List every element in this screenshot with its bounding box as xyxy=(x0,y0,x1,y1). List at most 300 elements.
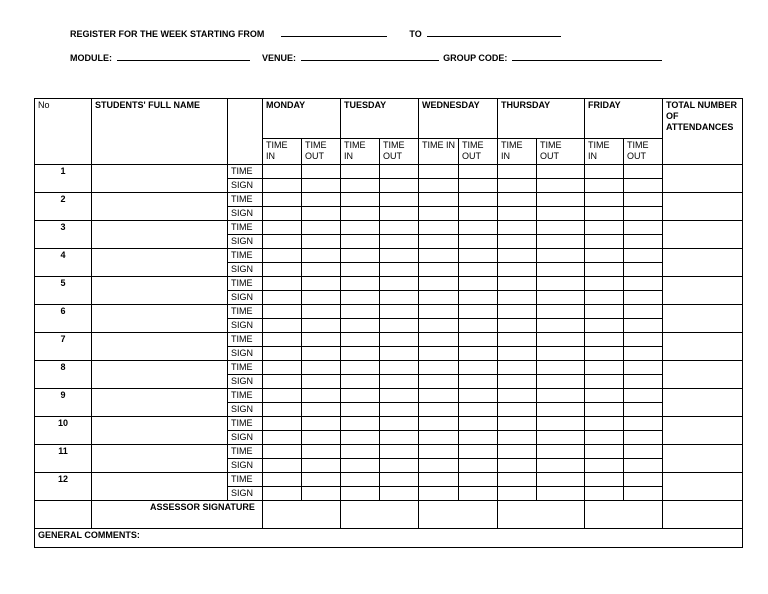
time-entry-cell[interactable] xyxy=(341,193,380,207)
sign-entry-cell[interactable] xyxy=(380,431,419,445)
time-entry-cell[interactable] xyxy=(624,165,663,179)
time-entry-cell[interactable] xyxy=(263,165,302,179)
sign-entry-cell[interactable] xyxy=(341,375,380,389)
sign-entry-cell[interactable] xyxy=(459,291,498,305)
time-entry-cell[interactable] xyxy=(341,221,380,235)
time-entry-cell[interactable] xyxy=(537,221,585,235)
start-date-field[interactable] xyxy=(281,28,387,37)
sign-entry-cell[interactable] xyxy=(459,319,498,333)
sign-entry-cell[interactable] xyxy=(302,263,341,277)
monday-time-out-header: TIME OUT xyxy=(302,139,341,165)
sign-entry-cell[interactable] xyxy=(624,291,663,305)
sign-entry-cell[interactable] xyxy=(380,235,419,249)
sign-entry-cell[interactable] xyxy=(263,179,302,193)
time-entry-cell[interactable] xyxy=(498,305,537,319)
total-attendance-cell[interactable] xyxy=(663,277,743,305)
sign-entry-cell[interactable] xyxy=(624,459,663,473)
time-entry-cell[interactable] xyxy=(459,221,498,235)
time-entry-cell[interactable] xyxy=(380,249,419,263)
student-name-cell[interactable] xyxy=(92,193,228,221)
time-entry-cell[interactable] xyxy=(537,417,585,431)
time-entry-cell[interactable] xyxy=(459,193,498,207)
time-entry-cell[interactable] xyxy=(624,361,663,375)
sign-entry-cell[interactable] xyxy=(302,487,341,501)
time-entry-cell[interactable] xyxy=(585,193,624,207)
time-entry-cell[interactable] xyxy=(380,473,419,487)
time-entry-cell[interactable] xyxy=(302,333,341,347)
time-entry-cell[interactable] xyxy=(585,389,624,403)
sign-entry-cell[interactable] xyxy=(459,263,498,277)
student-name-cell[interactable] xyxy=(92,389,228,417)
time-row-label: TIME xyxy=(228,473,263,487)
sign-entry-cell[interactable] xyxy=(419,263,459,277)
time-entry-cell[interactable] xyxy=(537,277,585,291)
sign-entry-cell[interactable] xyxy=(263,375,302,389)
time-entry-cell[interactable] xyxy=(498,361,537,375)
time-entry-cell[interactable] xyxy=(341,165,380,179)
time-entry-cell[interactable] xyxy=(537,389,585,403)
sign-entry-cell[interactable] xyxy=(498,403,537,417)
total-attendance-cell[interactable] xyxy=(663,193,743,221)
time-entry-cell[interactable] xyxy=(537,361,585,375)
time-entry-cell[interactable] xyxy=(585,305,624,319)
time-entry-cell[interactable] xyxy=(498,165,537,179)
sign-entry-cell[interactable] xyxy=(498,347,537,361)
student-name-cell[interactable] xyxy=(92,333,228,361)
sign-entry-cell[interactable] xyxy=(585,403,624,417)
time-entry-cell[interactable] xyxy=(419,193,459,207)
time-entry-cell[interactable] xyxy=(341,249,380,263)
student-name-cell[interactable] xyxy=(92,249,228,277)
time-entry-cell[interactable] xyxy=(380,193,419,207)
sign-entry-cell[interactable] xyxy=(302,291,341,305)
sign-entry-cell[interactable] xyxy=(380,207,419,221)
time-entry-cell[interactable] xyxy=(341,417,380,431)
sign-entry-cell[interactable] xyxy=(302,347,341,361)
sign-entry-cell[interactable] xyxy=(419,291,459,305)
time-entry-cell[interactable] xyxy=(263,277,302,291)
sign-entry-cell[interactable] xyxy=(380,403,419,417)
time-entry-cell[interactable] xyxy=(341,361,380,375)
time-entry-cell[interactable] xyxy=(341,305,380,319)
time-entry-cell[interactable] xyxy=(263,417,302,431)
sign-entry-cell[interactable] xyxy=(498,431,537,445)
sign-entry-cell[interactable] xyxy=(380,179,419,193)
time-entry-cell[interactable] xyxy=(624,277,663,291)
time-entry-cell[interactable] xyxy=(537,473,585,487)
sign-entry-cell[interactable] xyxy=(459,459,498,473)
time-entry-cell[interactable] xyxy=(263,305,302,319)
time-entry-cell[interactable] xyxy=(537,165,585,179)
sign-entry-cell[interactable] xyxy=(459,431,498,445)
sign-entry-cell[interactable] xyxy=(380,319,419,333)
sign-entry-cell[interactable] xyxy=(263,431,302,445)
total-attendance-cell[interactable] xyxy=(663,221,743,249)
register-label: REGISTER FOR THE WEEK STARTING FROM xyxy=(70,29,265,39)
sign-entry-cell[interactable] xyxy=(459,403,498,417)
sign-entry-cell[interactable] xyxy=(585,291,624,305)
time-entry-cell[interactable] xyxy=(537,333,585,347)
sign-entry-cell[interactable] xyxy=(419,347,459,361)
time-entry-cell[interactable] xyxy=(263,221,302,235)
assessor-signature-cell[interactable] xyxy=(585,501,663,529)
student-number: 11 xyxy=(35,445,92,473)
sign-entry-cell[interactable] xyxy=(419,235,459,249)
tuesday-header: TUESDAY xyxy=(341,99,419,139)
time-entry-cell[interactable] xyxy=(585,249,624,263)
total-attendance-cell[interactable] xyxy=(663,445,743,473)
sign-entry-cell[interactable] xyxy=(302,235,341,249)
sign-entry-cell[interactable] xyxy=(585,263,624,277)
sign-entry-cell[interactable] xyxy=(419,403,459,417)
time-entry-cell[interactable] xyxy=(380,221,419,235)
sign-entry-cell[interactable] xyxy=(341,459,380,473)
sign-entry-cell[interactable] xyxy=(341,235,380,249)
sign-entry-cell[interactable] xyxy=(302,375,341,389)
sign-entry-cell[interactable] xyxy=(419,207,459,221)
sign-entry-cell[interactable] xyxy=(459,487,498,501)
time-entry-cell[interactable] xyxy=(380,305,419,319)
sign-entry-cell[interactable] xyxy=(419,319,459,333)
time-entry-cell[interactable] xyxy=(537,445,585,459)
time-entry-cell[interactable] xyxy=(302,473,341,487)
assessor-signature-cell[interactable] xyxy=(419,501,498,529)
time-entry-cell[interactable] xyxy=(498,193,537,207)
sign-entry-cell[interactable] xyxy=(419,459,459,473)
time-entry-cell[interactable] xyxy=(263,249,302,263)
table-row xyxy=(35,333,743,347)
thursday-header: THURSDAY xyxy=(498,99,585,139)
sign-entry-cell[interactable] xyxy=(263,235,302,249)
sign-entry-cell[interactable] xyxy=(263,207,302,221)
sign-entry-cell[interactable] xyxy=(459,179,498,193)
sign-entry-cell[interactable] xyxy=(624,235,663,249)
table-row xyxy=(35,277,743,291)
time-entry-cell[interactable] xyxy=(624,445,663,459)
student-name-cell[interactable] xyxy=(92,305,228,333)
sign-entry-cell[interactable] xyxy=(302,319,341,333)
time-entry-cell[interactable] xyxy=(585,445,624,459)
time-entry-cell[interactable] xyxy=(498,221,537,235)
sign-entry-cell[interactable] xyxy=(341,291,380,305)
sign-entry-cell[interactable] xyxy=(459,207,498,221)
time-entry-cell[interactable] xyxy=(585,221,624,235)
time-entry-cell[interactable] xyxy=(624,193,663,207)
student-number: 6 xyxy=(35,305,92,333)
sign-entry-cell[interactable] xyxy=(537,459,585,473)
time-entry-cell[interactable] xyxy=(302,221,341,235)
time-entry-cell[interactable] xyxy=(302,305,341,319)
table-row xyxy=(35,417,743,431)
time-entry-cell[interactable] xyxy=(585,277,624,291)
time-row-label: TIME xyxy=(228,193,263,207)
time-entry-cell[interactable] xyxy=(624,417,663,431)
time-entry-cell[interactable] xyxy=(498,417,537,431)
time-entry-cell[interactable] xyxy=(302,165,341,179)
sign-entry-cell[interactable] xyxy=(380,459,419,473)
sign-entry-cell[interactable] xyxy=(585,375,624,389)
time-entry-cell[interactable] xyxy=(380,361,419,375)
total-attendance-cell[interactable] xyxy=(663,165,743,193)
time-entry-cell[interactable] xyxy=(302,249,341,263)
time-entry-cell[interactable] xyxy=(302,417,341,431)
sign-entry-cell[interactable] xyxy=(302,403,341,417)
time-entry-cell[interactable] xyxy=(419,277,459,291)
sign-entry-cell[interactable] xyxy=(537,431,585,445)
time-entry-cell[interactable] xyxy=(498,389,537,403)
time-entry-cell[interactable] xyxy=(624,389,663,403)
sign-row-label: SIGN xyxy=(228,179,263,193)
sign-entry-cell[interactable] xyxy=(585,179,624,193)
student-name-cell[interactable] xyxy=(92,361,228,389)
time-entry-cell[interactable] xyxy=(419,417,459,431)
sign-entry-cell[interactable] xyxy=(537,319,585,333)
sign-entry-cell[interactable] xyxy=(459,235,498,249)
sign-row-label: SIGN xyxy=(228,403,263,417)
sign-entry-cell[interactable] xyxy=(537,487,585,501)
sign-entry-cell[interactable] xyxy=(498,179,537,193)
sign-entry-cell[interactable] xyxy=(380,347,419,361)
sign-entry-cell[interactable] xyxy=(537,291,585,305)
sign-entry-cell[interactable] xyxy=(380,263,419,277)
sign-entry-cell[interactable] xyxy=(498,207,537,221)
total-attendance-cell[interactable] xyxy=(663,389,743,417)
time-entry-cell[interactable] xyxy=(302,445,341,459)
sign-entry-cell[interactable] xyxy=(498,319,537,333)
time-entry-cell[interactable] xyxy=(341,277,380,291)
sign-row-label: SIGN xyxy=(228,291,263,305)
sign-entry-cell[interactable] xyxy=(341,403,380,417)
time-entry-cell[interactable] xyxy=(380,277,419,291)
sign-entry-cell[interactable] xyxy=(537,263,585,277)
sign-entry-cell[interactable] xyxy=(585,459,624,473)
time-entry-cell[interactable] xyxy=(585,361,624,375)
sign-entry-cell[interactable] xyxy=(341,263,380,277)
time-entry-cell[interactable] xyxy=(537,249,585,263)
sign-entry-cell[interactable] xyxy=(341,179,380,193)
sign-entry-cell[interactable] xyxy=(624,263,663,277)
time-entry-cell[interactable] xyxy=(624,249,663,263)
total-attendance-cell[interactable] xyxy=(663,473,743,501)
sign-entry-cell[interactable] xyxy=(624,487,663,501)
time-entry-cell[interactable] xyxy=(341,333,380,347)
sign-entry-cell[interactable] xyxy=(585,319,624,333)
general-comments-field[interactable]: GENERAL COMMENTS: xyxy=(35,529,743,548)
sign-entry-cell[interactable] xyxy=(302,179,341,193)
time-entry-cell[interactable] xyxy=(624,305,663,319)
time-entry-cell[interactable] xyxy=(302,389,341,403)
time-entry-cell[interactable] xyxy=(498,445,537,459)
time-entry-cell[interactable] xyxy=(498,277,537,291)
time-entry-cell[interactable] xyxy=(380,165,419,179)
time-entry-cell[interactable] xyxy=(498,249,537,263)
sign-entry-cell[interactable] xyxy=(585,487,624,501)
time-entry-cell[interactable] xyxy=(341,445,380,459)
sign-entry-cell[interactable] xyxy=(537,207,585,221)
sign-entry-cell[interactable] xyxy=(263,263,302,277)
sign-entry-cell[interactable] xyxy=(498,263,537,277)
sign-entry-cell[interactable] xyxy=(537,403,585,417)
sign-entry-cell[interactable] xyxy=(498,487,537,501)
time-entry-cell[interactable] xyxy=(459,277,498,291)
time-entry-cell[interactable] xyxy=(341,473,380,487)
time-entry-cell[interactable] xyxy=(419,305,459,319)
venue-field[interactable] xyxy=(301,52,439,61)
group-code-field[interactable] xyxy=(512,52,662,61)
time-entry-cell[interactable] xyxy=(459,361,498,375)
sign-entry-cell[interactable] xyxy=(341,319,380,333)
time-entry-cell[interactable] xyxy=(624,473,663,487)
sign-entry-cell[interactable] xyxy=(537,179,585,193)
student-name-cell[interactable] xyxy=(92,277,228,305)
time-entry-cell[interactable] xyxy=(585,333,624,347)
time-entry-cell[interactable] xyxy=(459,417,498,431)
total-attendance-cell[interactable] xyxy=(663,249,743,277)
time-entry-cell[interactable] xyxy=(624,333,663,347)
sign-entry-cell[interactable] xyxy=(537,235,585,249)
sign-entry-cell[interactable] xyxy=(537,347,585,361)
time-entry-cell[interactable] xyxy=(263,361,302,375)
sign-entry-cell[interactable] xyxy=(302,459,341,473)
time-entry-cell[interactable] xyxy=(459,305,498,319)
time-entry-cell[interactable] xyxy=(302,361,341,375)
sign-entry-cell[interactable] xyxy=(419,179,459,193)
time-entry-cell[interactable] xyxy=(498,333,537,347)
sign-entry-cell[interactable] xyxy=(263,403,302,417)
wednesday-time-out-header: TIME OUT xyxy=(459,139,498,165)
sign-entry-cell[interactable] xyxy=(419,487,459,501)
sign-entry-cell[interactable] xyxy=(263,347,302,361)
sign-entry-cell[interactable] xyxy=(263,319,302,333)
sign-entry-cell[interactable] xyxy=(380,375,419,389)
student-name-cell[interactable] xyxy=(92,165,228,193)
sign-entry-cell[interactable] xyxy=(341,207,380,221)
time-entry-cell[interactable] xyxy=(419,333,459,347)
time-entry-cell[interactable] xyxy=(380,333,419,347)
sign-entry-cell[interactable] xyxy=(624,179,663,193)
time-entry-cell[interactable] xyxy=(341,389,380,403)
time-entry-cell[interactable] xyxy=(380,445,419,459)
time-entry-cell[interactable] xyxy=(459,249,498,263)
assessor-signature-label: ASSESSOR SIGNATURE xyxy=(92,501,263,529)
sign-entry-cell[interactable] xyxy=(498,235,537,249)
time-entry-cell[interactable] xyxy=(537,305,585,319)
sign-entry-cell[interactable] xyxy=(624,431,663,445)
sign-entry-cell[interactable] xyxy=(302,207,341,221)
sign-entry-cell[interactable] xyxy=(537,375,585,389)
time-entry-cell[interactable] xyxy=(419,473,459,487)
sign-entry-cell[interactable] xyxy=(419,431,459,445)
time-entry-cell[interactable] xyxy=(498,473,537,487)
time-entry-cell[interactable] xyxy=(624,221,663,235)
time-row-label: TIME xyxy=(228,165,263,179)
total-attendance-cell[interactable] xyxy=(663,417,743,445)
assessor-empty-cell xyxy=(35,501,92,529)
time-entry-cell[interactable] xyxy=(419,165,459,179)
time-entry-cell[interactable] xyxy=(419,221,459,235)
end-date-field[interactable] xyxy=(427,28,561,37)
assessor-signature-cell[interactable] xyxy=(498,501,585,529)
table-row xyxy=(35,165,743,179)
sign-entry-cell[interactable] xyxy=(380,291,419,305)
time-entry-cell[interactable] xyxy=(419,249,459,263)
table-row xyxy=(35,445,743,459)
table-row xyxy=(35,221,743,235)
sign-entry-cell[interactable] xyxy=(498,459,537,473)
assessor-signature-cell[interactable] xyxy=(263,501,341,529)
sign-entry-cell[interactable] xyxy=(585,431,624,445)
time-entry-cell[interactable] xyxy=(459,473,498,487)
sign-entry-cell[interactable] xyxy=(263,487,302,501)
sign-entry-cell[interactable] xyxy=(585,347,624,361)
time-entry-cell[interactable] xyxy=(585,165,624,179)
total-attendance-cell[interactable] xyxy=(663,361,743,389)
sign-entry-cell[interactable] xyxy=(263,291,302,305)
student-name-cell[interactable] xyxy=(92,473,228,501)
sign-entry-cell[interactable] xyxy=(624,403,663,417)
sign-entry-cell[interactable] xyxy=(624,207,663,221)
sign-entry-cell[interactable] xyxy=(585,207,624,221)
time-entry-cell[interactable] xyxy=(419,361,459,375)
total-attendance-cell[interactable] xyxy=(663,305,743,333)
time-entry-cell[interactable] xyxy=(419,445,459,459)
sign-entry-cell[interactable] xyxy=(341,487,380,501)
time-entry-cell[interactable] xyxy=(419,389,459,403)
time-entry-cell[interactable] xyxy=(302,193,341,207)
time-entry-cell[interactable] xyxy=(459,389,498,403)
time-entry-cell[interactable] xyxy=(263,333,302,347)
time-entry-cell[interactable] xyxy=(302,277,341,291)
assessor-signature-cell[interactable] xyxy=(341,501,419,529)
sign-entry-cell[interactable] xyxy=(341,431,380,445)
module-field[interactable] xyxy=(117,52,250,61)
time-entry-cell[interactable] xyxy=(585,417,624,431)
sign-entry-cell[interactable] xyxy=(624,347,663,361)
sign-entry-cell[interactable] xyxy=(498,291,537,305)
time-entry-cell[interactable] xyxy=(585,473,624,487)
time-entry-cell[interactable] xyxy=(459,333,498,347)
row-type-header xyxy=(228,99,263,165)
sign-entry-cell[interactable] xyxy=(302,431,341,445)
student-number: 2 xyxy=(35,193,92,221)
sign-entry-cell[interactable] xyxy=(585,235,624,249)
time-entry-cell[interactable] xyxy=(380,389,419,403)
time-entry-cell[interactable] xyxy=(459,445,498,459)
sign-entry-cell[interactable] xyxy=(263,459,302,473)
time-entry-cell[interactable] xyxy=(263,473,302,487)
sign-entry-cell[interactable] xyxy=(459,347,498,361)
time-entry-cell[interactable] xyxy=(459,165,498,179)
student-name-cell[interactable] xyxy=(92,417,228,445)
sign-entry-cell[interactable] xyxy=(459,375,498,389)
sign-entry-cell[interactable] xyxy=(624,319,663,333)
sign-entry-cell[interactable] xyxy=(341,347,380,361)
time-entry-cell[interactable] xyxy=(380,417,419,431)
sign-entry-cell[interactable] xyxy=(380,487,419,501)
student-name-cell[interactable] xyxy=(92,221,228,249)
time-entry-cell[interactable] xyxy=(263,445,302,459)
sign-entry-cell[interactable] xyxy=(498,375,537,389)
sign-entry-cell[interactable] xyxy=(624,375,663,389)
time-entry-cell[interactable] xyxy=(263,389,302,403)
student-name-cell[interactable] xyxy=(92,445,228,473)
time-row-label: TIME xyxy=(228,333,263,347)
total-attendance-cell[interactable] xyxy=(663,333,743,361)
sign-entry-cell[interactable] xyxy=(419,375,459,389)
time-entry-cell[interactable] xyxy=(537,193,585,207)
time-entry-cell[interactable] xyxy=(263,193,302,207)
sign-row-label: SIGN xyxy=(228,235,263,249)
